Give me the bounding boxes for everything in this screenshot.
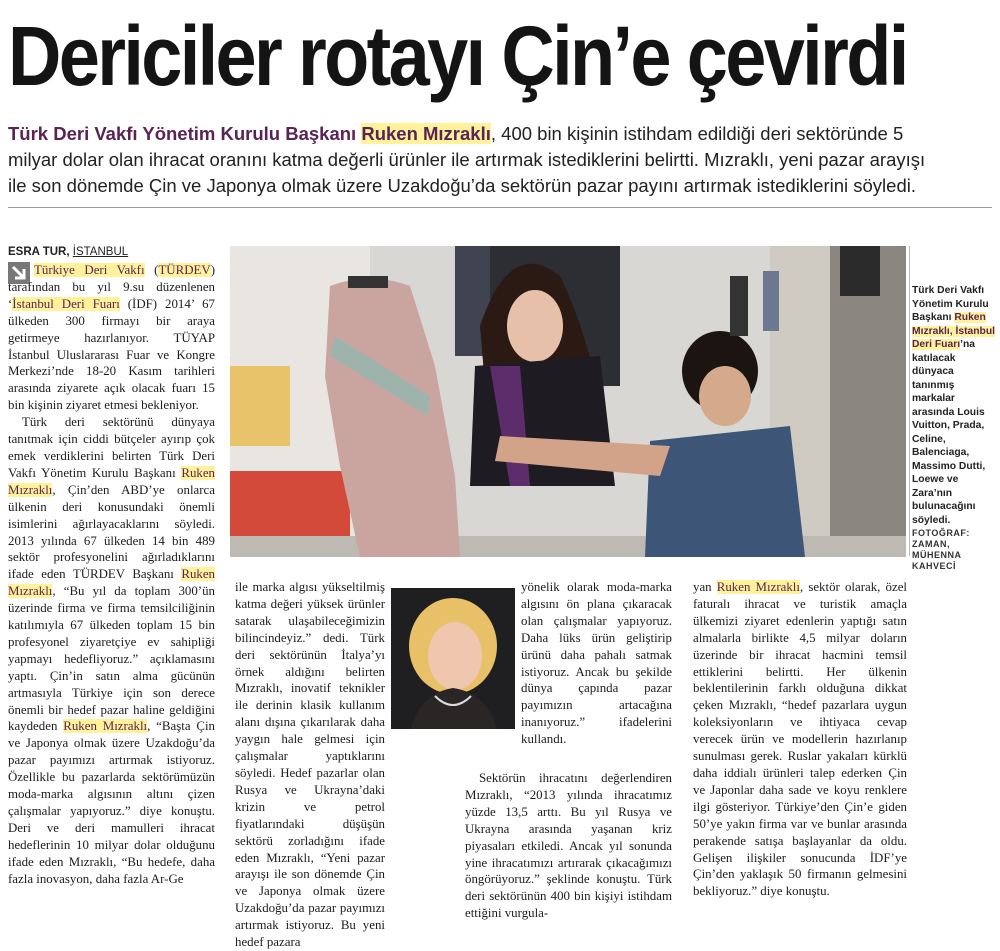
article-column-2	[235, 579, 385, 950]
text: yan	[693, 580, 717, 594]
highlight: Ruken Mızraklı	[8, 567, 215, 599]
highlight: Ruken Mızraklı, İstanbul Deri Fuarı	[912, 312, 995, 350]
divider	[909, 246, 910, 556]
article-column-3-continued	[465, 770, 672, 921]
text: ) tarafından bu yıl 9.su düzenlenen ‘	[8, 263, 216, 311]
lead-name: Ruken Mızraklı	[361, 123, 491, 144]
text: , “Bu yıl da toplam 300’ün üzerinde firma ve firma temsilciliğinin katılımıyla 67 ülkeden toplam 15 bin profesyonel ziyaretçiye ev sahipliği yapmayı hedefliyoruz.” açıklamasını yaptı. Çin’in satın alma gücünün artmasıyla Türkiye için son derece önemli bir hedef pazar haline geldiğini kaydeden	[8, 584, 215, 734]
portrait-photo	[391, 588, 515, 729]
text: (	[144, 263, 159, 277]
lead-org: Türk Deri Vakfı Yönetim Kurulu Başkanı	[8, 123, 357, 144]
text: , Çin’den ABD’ye onlarca ülkenin deri konusundaki önemli isimlerini ağırlayacaklarını söyledi. 2013 yılında 67 ülkeden 14 bin 489 sektör profesyonelini ağırladıklarını ifade eden TÜRDEV Başkanı	[8, 482, 215, 582]
text: (İDF) 2014’ 67 ülkeden 300 firmayı bir araya getirmeye hazırlanıyor. TÜYAP İstanbul Uluslararası Fuar ve Kongre Merkezi’nde 18-20 Kasım tarihleri arasında ziyarete açık olacak fuarı 15 bin kişinin ziyaret etmesi bekleniyor.	[8, 296, 215, 413]
text: ’na katılacak dünyaca tanınmış markalar arasında Louis Vuitton, Prada, Celine, Balenciaga, Massimo Dutti, Loewe ve Zara’nın bulunacağını söyledi.	[912, 339, 986, 526]
article-column-1	[8, 262, 215, 907]
headline: Dericiler rotayı Çin’e çevirdi	[8, 9, 907, 103]
main-photo	[230, 246, 906, 557]
paragraph	[8, 414, 215, 887]
paragraph: ile marka algısı yükseltilmiş katma değeri yüksek ürünler satarak ulaşabileceğimizin bilincindeyiz.” dedi. Türk deri sektörünün İtalya’yı örnek aldığını belirten Mızraklı, inovatif teknikler ile derinin klasik kullanım alanı dışına çıkarılarak daha yaygın hale gelmesi için çalışmalar yaptıklarını söyledi. Hedef pazarlar olan Rusya ve Ukrayna’daki krizin ve petrol fiyatlarındaki düşüşün sektörü zorladığını ifade eden Mızraklı, “Yeni pazar arayışı ile son dönemde Çin ve Japonya olmak üzere Uzakdoğu’da pazar payımızı artırmak istiyoruz. Bu yeni hedef pazara	[235, 580, 385, 950]
article-column-4	[693, 579, 907, 909]
paragraph	[693, 579, 907, 900]
article-column-3	[521, 579, 672, 765]
lead-paragraph	[8, 121, 948, 199]
text: , sektör olarak, özel faturalı ihracat ve turistik amaçla ülkemizi ziyaret edenlerin yaptığı satın almalarla birlikte 4,5 milyar doların üzerinde bir ihracat hacmini temsil ettiklerini belirtti. Her ülkenin beklentilerinin farklı olduğuna dikkat çeken Mızraklı, “hedef pazarlara uygun koleksiyonların ve ihtiyaca cevap verecek ürün ve modellerin hazırlanıp sunulması gerek. Ruslar yakaları kürklü daha iddialı ürünleri talep ederken Çin ve Japonlar daha sade ve koyu renklere ilgi gösteriyor. Türkiye’den Çin’e giden 50’ye yakın firma var ve bunlar arasında perakende satışa başlayanlar da oldu. Gelişen ilişkiler sonucunda İDF’ye Çin’den yaklaşık 50 firmanın gelmesini bekliyoruz.” diye konuştu.	[693, 580, 908, 899]
highlight: Ruken Mızraklı	[63, 719, 148, 734]
byline	[8, 246, 128, 258]
paragraph: Sektörün ihracatını değerlendiren Mızraklı, “2013 yılında ihracatımız yüzde 13,5 arttı. Bu yıl Rusya ve Ukrayna arasında yaşanan kriz piyasaları etkiledi. Ancak yıl sonunda yine ihracatımızı artırarak çıkacağımızı öngörüyoruz.” şeklinde konuştu. Türk deri sektörünün 400 bin kişiyi istihdam ettiğini vurgula-	[465, 771, 672, 921]
text: Türk deri sektörünü dünyaya tanıtmak için ciddi bütçeler ayırıp çok emek verdiklerini belirten Türk Deri Vakfı Yönetim Kurulu Başkanı	[8, 415, 215, 480]
highlight: İstanbul Deri Fuarı	[12, 296, 120, 311]
text: Türk Deri Vakfı Yönetim Kurulu Başkanı	[912, 285, 989, 323]
divider	[8, 207, 992, 208]
highlight: Türkiye Deri Vakfı	[34, 263, 145, 277]
highlight: TÜRDEV	[158, 263, 211, 277]
paragraph: yönelik olarak moda-marka algısını ön plana çıkaracak olan çalışmalar yapıyoruz. Daha lüks ürün geliştirip ürünü daha pahalı satmak istiyoruz. Ancak bu şekilde dünya çapında pazar payımızın artacağına inanıyoruz.” ifadelerini kullandı.	[521, 580, 672, 747]
lead-text: , 400 bin kişinin istihdam edildiği deri sektöründe 5 milyar dolar olan ihracat oranını katma değerli ürünler ile artırmak istediklerini belirtti. Mızraklı, yeni pazar arayışı ile son dönemde Çin ve Japonya olmak üzere Uzakdoğu’da sektörün pazar payını artırmak istediklerini söyledi.	[8, 123, 926, 196]
byline-city: İSTANBUL	[72, 246, 129, 258]
photo-credit: FOTOĞRAF: ZAMAN, MÜHENNA KAHVECİ	[912, 528, 970, 571]
byline-author: ESRA TUR,	[8, 246, 70, 258]
highlight: Ruken Mızraklı	[8, 465, 215, 497]
paragraph	[8, 262, 215, 414]
text: , “Başta Çin ve Japonya olmak üzere Uzakdoğu’da pazar payımızı artırmak istiyoruz. Özellikle bu pazarlarda sektörümüzün moda-marka algısının altını çizen çalışmalar yapıyoruz.” diye konuştu. Deri ve deri mamulleri ihracat hedeflerinin 10 milyar dolar olduğunu ifade eden Mızraklı, “Bu hedefe, daha fazla inovasyon, daha fazla Ar-Ge	[8, 719, 216, 886]
highlight: Ruken Mızraklı	[716, 580, 800, 594]
photo-caption	[912, 284, 998, 572]
